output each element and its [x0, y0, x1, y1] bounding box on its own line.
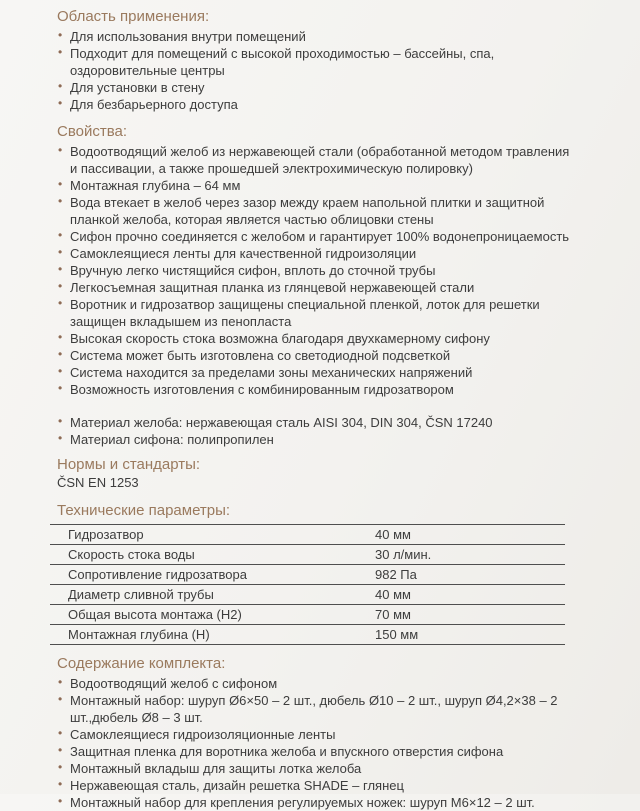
- technical-parameters-table: [50, 524, 565, 645]
- param-label: Гидрозатвор: [50, 525, 375, 545]
- section-applications: [57, 7, 595, 113]
- list-item: • Система находится за пределами зоны механических напряжений: [57, 364, 577, 381]
- list-item: • Водоотводящий желоб с сифоном: [57, 675, 577, 692]
- param-value: 150 мм: [375, 625, 565, 645]
- section-title-technical: Технические параметры:: [57, 502, 231, 519]
- table-row: [50, 625, 565, 645]
- section-standards: [57, 455, 595, 492]
- section-title-package: Содержание комплекта:: [57, 655, 226, 672]
- package-list: [57, 675, 577, 811]
- table-row: [50, 525, 565, 545]
- section-package-contents: [57, 654, 595, 811]
- param-value: 30 л/мин.: [375, 545, 565, 565]
- param-value: 40 мм: [375, 585, 565, 605]
- param-value: 982 Па: [375, 565, 565, 585]
- section-title-properties: Свойства:: [57, 123, 128, 140]
- list-item: • Самоклеящиеся ленты для качественной гидроизоляции: [57, 245, 577, 262]
- list-item: • Высокая скорость стока возможна благодаря двухкамерному сифону: [57, 330, 577, 347]
- param-label: Сопротивление гидрозатвора: [50, 565, 375, 585]
- list-item: • Легкосъемная защитная планка из глянцевой нержавеющей стали: [57, 279, 577, 296]
- section-properties: [57, 122, 595, 398]
- list-item: • Водоотводящий желоб из нержавеющей стали (обработанной методом травления и пассивации, а также прошедшей электрохимическую полировку): [57, 143, 577, 177]
- list-item: • Самоклеящиеся гидроизоляционные ленты: [57, 726, 577, 743]
- list-item: • Вода втекает в желоб через зазор между краем напольной плитки и защитной планкой желоба, которая является частью облицовки стены: [57, 194, 577, 228]
- list-item: • Возможность изготовления с комбинированным гидрозатвором: [57, 381, 577, 398]
- list-item: • Система может быть изготовлена со светодиодной подсветкой: [57, 347, 577, 364]
- table-row: [50, 585, 565, 605]
- param-value: 70 мм: [375, 605, 565, 625]
- list-item: • Монтажный набор для крепления регулируемых ножек: шуруп М6×12 – 2 шт.: [57, 794, 577, 811]
- param-label: Диаметр сливной трубы: [50, 585, 375, 605]
- list-item: • Монтажный вкладыш для защиты лотка желоба: [57, 760, 577, 777]
- list-item: • Сифон прочно соединяется с желобом и гарантирует 100% водонепроницаемость: [57, 228, 577, 245]
- list-item: • Для безбарьерного доступа: [57, 96, 577, 113]
- section-materials: [57, 414, 595, 448]
- list-item: • Монтажная глубина – 64 мм: [57, 177, 577, 194]
- section-technical-parameters: [57, 501, 595, 645]
- list-item: • Подходит для помещений с высокой проходимостью – бассейны, спа, оздоровительные центры: [57, 45, 577, 79]
- properties-list: [57, 143, 577, 398]
- list-item: • Для установки в стену: [57, 79, 577, 96]
- list-item: • Монтажный набор: шуруп Ø6×50 – 2 шт., дюбель Ø10 – 2 шт., шуруп Ø4,2×38 – 2 шт.,дюбель Ø8 – 3 шт.: [57, 692, 577, 726]
- list-item: • Вручную легко чистящийся сифон, вплоть до сточной трубы: [57, 262, 577, 279]
- standards-value: ČSN EN 1253: [57, 475, 139, 490]
- section-title-standards: Нормы и стандарты:: [57, 456, 201, 473]
- list-item: • Нержавеющая сталь, дизайн решетка SHADE – глянец: [57, 777, 577, 794]
- materials-list: [57, 414, 577, 448]
- table-row: [50, 605, 565, 625]
- list-item: • Защитная пленка для воротника желоба и впускного отверстия сифона: [57, 743, 577, 760]
- applications-list: [57, 28, 577, 113]
- param-label: Общая высота монтажа (H2): [50, 605, 375, 625]
- list-item: • Материал сифона: полипропилен: [57, 431, 577, 448]
- section-title-applications: Область применения:: [57, 8, 210, 25]
- table-row: [50, 565, 565, 585]
- list-item: • Для использования внутри помещений: [57, 28, 577, 45]
- list-item: • Воротник и гидрозатвор защищены специальной пленкой, лоток для решетки защищен вкладышем из пенопласта: [57, 296, 577, 330]
- param-label: Монтажная глубина (H): [50, 625, 375, 645]
- param-value: 40 мм: [375, 525, 565, 545]
- table-row: [50, 545, 565, 565]
- param-label: Скорость стока воды: [50, 545, 375, 565]
- list-item: • Материал желоба: нержавеющая сталь AISI 304, DIN 304, ČSN 17240: [57, 414, 577, 431]
